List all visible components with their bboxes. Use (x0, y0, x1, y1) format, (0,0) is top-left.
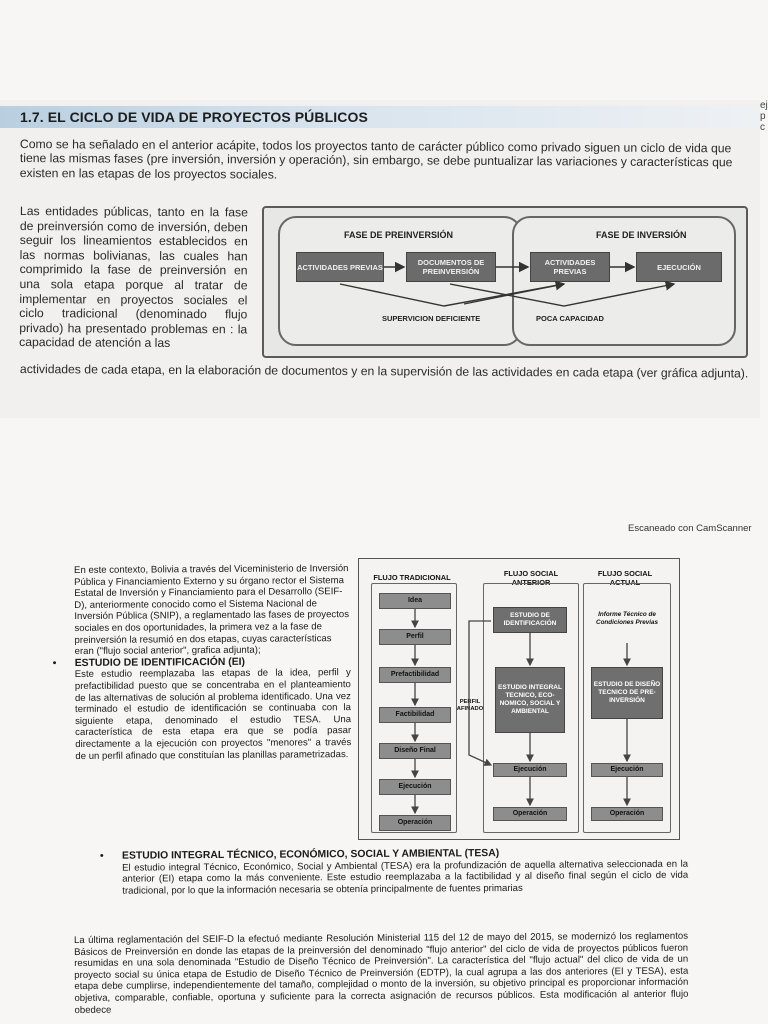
label-perfil-afinado: PERFIL AFINADO (456, 699, 484, 712)
box-diseno-final: Diseño Final (379, 743, 451, 759)
box-operacion-actual: Operación (591, 807, 663, 821)
box-ejecucion-tradicional: Ejecución (379, 779, 451, 795)
bullet-estudio-identificacion-text: Este estudio reemplazaba las etapas de la idea, perfil y prefactibilidad puesto que se concentraba en el planteamiento de las alternativas de solución al problema identificado. Una vez terminado el estudio de identificación se continuaba con la siguiente etapa, denominado el estudio TESA. Una característica de esta etapa era que se podía pasar directamente a la ejecución con proyectos "menores" a través de un perfil afinado que constituían las planillas parametrizadas. (74, 667, 352, 762)
margin-fragment: p (760, 111, 766, 122)
bullet-tesa-text: El estudio integral Técnico, Económico, Social y Ambiental (TESA) era la profundización de aquella alternativa seleccionada en la anterior (EI) etapa como la más conveniente. Este estudio reemplazaba a la factibilidad y al diseño final según el ciclo de vida tradicional, por lo que la información necesaria se obtenía principalmente de fuentes primarias (122, 858, 689, 897)
box-ejecucion-anterior: Ejecución (493, 763, 567, 777)
col-head-flujo-tradicional: FLUJO TRADICIONAL (373, 573, 451, 582)
box-actividades-previas-1: ACTIVIDADES PREVIAS (296, 252, 384, 282)
bullet-tesa-title: • ESTUDIO INTEGRAL TÉCNICO, ECONÓMICO, SOCIAL Y AMBIENTAL (TESA) (122, 847, 688, 863)
label-informe-tecnico: Informe Técnico de Condiciones Previas (596, 611, 658, 626)
diagram1-arrows (264, 208, 750, 360)
margin-fragment: ej (760, 100, 768, 111)
box-ejecucion-actual: Ejecución (591, 763, 663, 777)
entities-paragraph: Las entidades públicas, tanto en la fase de preinversión como de inversión, deben seguir los lineamientos establecidos en las normas bolivianas, las cuales han comprimido la fase de preinversión en una sola etapa porque al tratar de implementar en proyectos sociales el ciclo tradicional (denominado flujo privado) ha presentado problemas en : la capacidad de atención a las (19, 204, 248, 351)
col-head-flujo-social-anterior: FLUJO SOCIAL ANTERIOR (503, 569, 559, 587)
phase-preinversion-title: FASE DE PREINVERSIÓN (344, 230, 454, 240)
final-paragraph: La última reglamentación del SEIF-D la efectuó mediante Resolución Ministerial 115 del 12 de mayo del 2015, se modernizó los reglamentos Básicos de Preinversión en donde las etapas de la preinversión del denominado "flujo anterior" del ciclo de vida de proyectos públicos fueron resumidas en una sola denominada "Estudio de Diseño Técnico de Preinversión". La característica del "flujo actual" del clico de vida de un proyecto social su única etapa de Estudio de Diseño Técnico de Preinversión (EDTP), la cual agrupa a las dos anteriores (EI y TESA), esta etapa debe cumplirse, independientemente del tamaño, complejidad o monto de la inversión, su objetivo principal es proporcionar información objetiva, comparable, confiable, oportuna y suficiente para la correcta asignación de recursos públicos. Esta modificación al anterior flujo obedece (74, 930, 689, 1016)
context-paragraph: En este contexto, Bolivia a través del Viceministerio de Inversión Pública y Financiamiento Externo y su órgano rector el Sistema Estatal de Inversión y Financiamiento para el Desarrollo (SEIF-D), anteriormente conocido como el Sistema Nacional de Inversión Pública (SNIP), a reglamentado las fases de proyectos sociales en dos oportunidades, la primera vez a la fase de preinversión la resumió en dos etapas, cuyas características eran ("flujo social anterior", grafica adjunta); (74, 563, 350, 658)
project-flow-diagram (358, 558, 680, 840)
col-head-flujo-social-actual: FLUJO SOCIAL ACTUAL (597, 569, 653, 587)
margin-fragment: c (760, 122, 765, 133)
scanner-watermark: Escaneado con CamScanner (628, 523, 752, 534)
box-operacion-tradicional: Operación (379, 815, 451, 831)
tesa-section (74, 847, 688, 898)
box-estudio-identificacion: ESTUDIO DE IDENTIFICACIÓN (493, 607, 567, 633)
box-ejecucion: EJECUCIÓN (636, 252, 722, 282)
lower-left-column (74, 563, 351, 762)
preinversion-phase-diagram (262, 206, 748, 358)
entities-paragraph-continued: actividades de cada etapa, en la elaboración de documentos y en la supervisión de las actividades en cada etapa (ver gráfica adjunta). (19, 362, 749, 381)
phase-inversion-title: FASE DE INVERSIÓN (596, 230, 687, 240)
box-perfil: Perfil (379, 629, 451, 645)
intro-paragraph: Como se ha señalado en el anterior acápite, todos los proyectos tanto de carácter público como privado siguen un ciclo de vida que tiene las mismas fases (pre inversión, inversión y operación), sin embargo, se debe puntualizar las variaciones y características que existen en las etapas de los proyectos sociales. (19, 137, 733, 182)
box-estudio-tesa: ESTUDIO INTEGRAL TECNICO, ECO-NOMICO, SOCIAL Y AMBIENTAL (495, 667, 565, 733)
note-supervicion-deficiente: SUPERVICION DEFICIENTE (382, 314, 481, 323)
upper-page (0, 100, 768, 418)
section-title: 1.7. EL CICLO DE VIDA DE PROYECTOS PÚBLICOS (20, 109, 368, 125)
diagram2-arrows (359, 559, 681, 841)
box-estudio-diseno-tecnico: ESTUDIO DE DISEÑO TECNICO DE PRE-INVERSIÓN (591, 667, 663, 719)
box-factibilidad: Factibilidad (379, 707, 451, 723)
box-idea: Idea (379, 593, 451, 609)
box-documentos-preinversion: DOCUMENTOS DE PREINVERSIÓN (406, 252, 496, 282)
box-actividades-previas-2: ACTIVIDADES PREVIAS (530, 252, 610, 282)
bullet-estudio-identificacion-title: • ESTUDIO DE IDENTIFICACIÓN (EI) (75, 656, 351, 670)
box-operacion-anterior: Operación (493, 807, 567, 821)
box-prefactibilidad: Prefactibilidad (379, 667, 451, 683)
note-poca-capacidad: POCA CAPACIDAD (536, 314, 604, 323)
